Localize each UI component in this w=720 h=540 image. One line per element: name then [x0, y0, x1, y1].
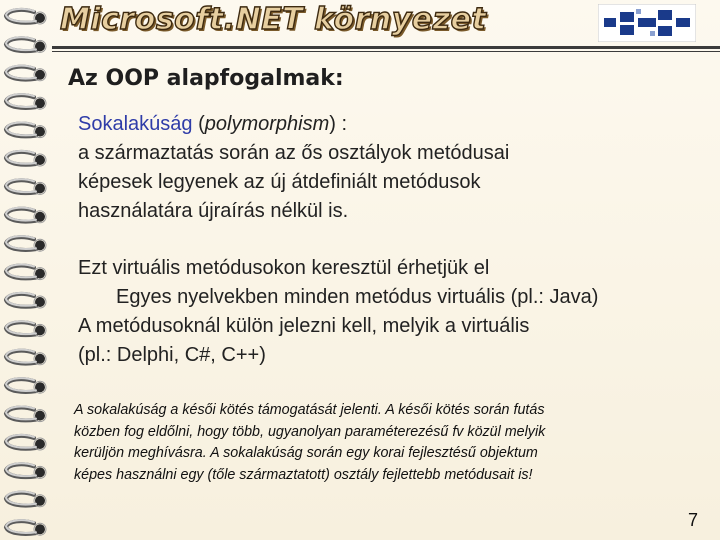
- definition-block: [78, 110, 509, 226]
- binding-ring: [6, 520, 46, 535]
- header-title: Microsoft.NET környezet: [60, 2, 487, 37]
- virtual-line: (pl.: Delphi, C#, C++): [78, 344, 266, 366]
- binding-ring: [6, 407, 46, 422]
- binding-ring: [6, 293, 46, 308]
- binding-ring: [6, 151, 46, 166]
- binding-ring: [6, 37, 46, 52]
- definition-close-paren: ) :: [329, 113, 348, 135]
- virtual-line: Egyes nyelvekben minden metódus virtuális (pl.: Java): [116, 286, 599, 308]
- binding-ring: [6, 208, 46, 223]
- binding-ring: [6, 492, 46, 507]
- section-title: Az OOP alapfogalmak:: [68, 66, 344, 91]
- definition-term-english: polymorphism: [204, 113, 330, 135]
- spiral-binding: [0, 0, 58, 540]
- note-line: közben fog eldőlni, hogy több, ugyanolyan paraméterezésű fv közül melyik: [74, 423, 546, 440]
- header-rule-bottom: [52, 51, 720, 52]
- binding-ring: [6, 66, 46, 81]
- definition-term: Sokalakúság: [78, 113, 193, 135]
- note-line: képes használni egy (tőle származtatott) osztály fejlettebb metódusait is!: [74, 466, 533, 483]
- virtual-line: A metódusoknál külön jelezni kell, melyik a virtuális: [78, 315, 530, 337]
- note-line: A sokalakúság a késői kötés támogatását jelenti. A késői kötés során futás: [74, 402, 545, 418]
- definition-line: használatára újraírás nélkül is.: [78, 200, 349, 222]
- binding-ring: [6, 265, 46, 280]
- binding-ring: [6, 435, 46, 450]
- binding-ring: [6, 236, 46, 251]
- binding-ring: [6, 94, 46, 109]
- definition-line: a származtatás során az ős osztályok metódusai: [78, 142, 510, 164]
- binding-ring: [6, 378, 46, 393]
- binding-ring: [6, 9, 46, 24]
- page-number: 7: [688, 510, 699, 530]
- header-rule-top: [52, 46, 720, 49]
- definition-line: képesek legyenek az új átdefiniált metódusok: [78, 171, 481, 193]
- late-binding-note: [74, 400, 694, 486]
- dotnet-blocks-logo-icon: [598, 4, 696, 42]
- virtual-methods-block: [78, 254, 598, 370]
- binding-ring: [6, 350, 46, 365]
- binding-ring: [6, 463, 46, 478]
- virtual-line: Ezt virtuális metódusokon keresztül érhetjük el: [78, 257, 490, 279]
- definition-open-paren: (: [192, 113, 205, 135]
- note-line: kerüljön meghívásra. A sokalakúság során egy korai fejlesztésű objektum: [74, 445, 538, 461]
- binding-ring: [6, 123, 46, 138]
- definition-heading: [78, 110, 509, 139]
- binding-ring: [6, 179, 46, 194]
- binding-ring: [6, 321, 46, 336]
